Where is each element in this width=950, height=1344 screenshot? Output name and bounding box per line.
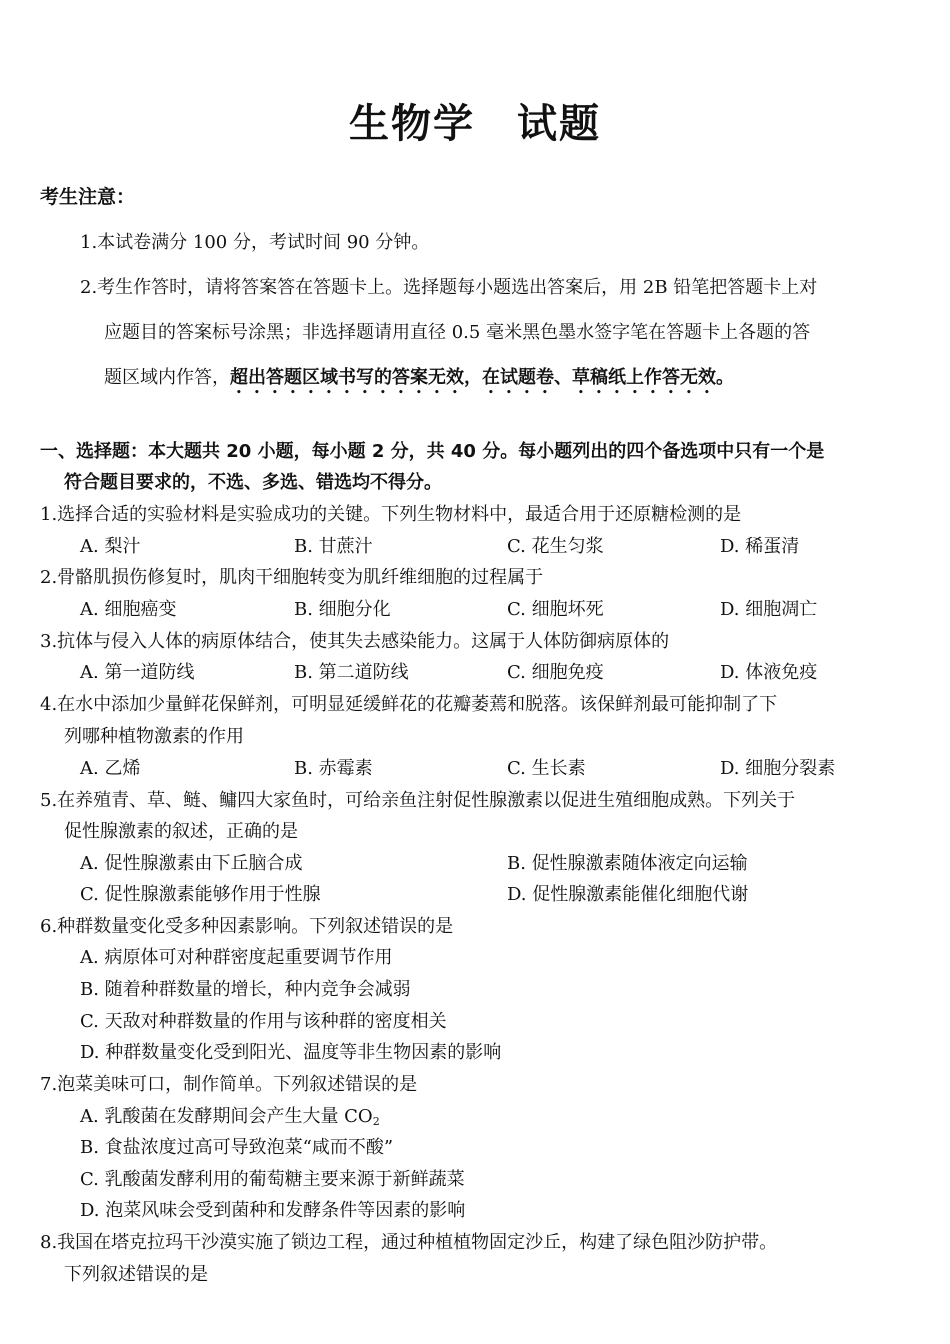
question-6-option-d: D. 种群数量变化受到阳光、温度等非生物因素的影响 [80,1042,502,1063]
question-3-option-c: C. 细胞免疫 [507,662,604,683]
question-1-option-d: D. 稀蛋清 [720,536,800,557]
question-7-option-a [80,1105,380,1134]
question-1-option-a: A. 梨汁 [80,536,141,557]
question-3-option-a: A. 第一道防线 [80,662,195,683]
question-1-option-b: B. 甘蔗汁 [294,536,373,557]
question-4-option-b: B. 赤霉素 [294,758,373,779]
question-2-option-d: D. 细胞凋亡 [720,599,818,620]
question-6-option-c: C. 天敌对种群数量的作用与该种群的密度相关 [80,1011,447,1032]
question-6-stem: 6.种群数量变化受多种因素影响。下列叙述错误的是 [40,916,454,937]
question-3-option-b: B. 第二道防线 [294,662,409,683]
question-6-option-b: B. 随着种群数量的增长，种内竞争会减弱 [80,979,411,1000]
question-4-stem-line-1: 4.在水中添加少量鲜花保鲜剂，可明显延缓鲜花的花瓣萎蔫和脱落。该保鲜剂最可能抑制了下 [40,694,778,715]
notice-item-2-line-3 [104,366,734,398]
notice-item-1: 1.本试卷满分 100 分，考试时间 90 分钟。 [80,232,430,253]
question-5-option-d: D. 促性腺激素能催化细胞代谢 [507,884,749,905]
notice-item-2-line-2: 应题目的答案标号涂黑；非选择题请用直径 0.5 毫米黑色墨水签字笔在答题卡上各题的答 [104,322,811,343]
question-2-option-b: B. 细胞分化 [294,599,391,620]
question-7-stem: 7.泡菜美味可口，制作简单。下列叙述错误的是 [40,1074,418,1095]
section-1-heading-line-1: 一、选择题：本大题共 20 小题，每小题 2 分，共 40 分。每小题列出的四个备选项中只有一个是 [40,441,825,462]
question-5-option-c: C. 促性腺激素能够作用于性腺 [80,884,321,905]
question-5-option-a: A. 促性腺激素由下丘脑合成 [80,853,303,874]
notice-item-2-line-3-plain: 题区域内作答， [104,367,230,388]
question-5-option-b: B. 促性腺激素随体液定向运输 [507,853,748,874]
notice-item-2-line-1: 2.考生作答时，请将答案答在答题卡上。选择题每小题选出答案后，用 2B 铅笔把答题卡上对 [80,277,818,298]
question-7-option-b: B. 食盐浓度过高可导致泡菜“咸而不酸” [80,1137,394,1158]
section-1-heading-line-2: 符合题目要求的，不选、多选、错选均不得分。 [64,472,442,493]
question-3-option-d: D. 体液免疫 [720,662,818,683]
question-1-option-c: C. 花生匀浆 [507,536,604,557]
question-2-option-c: C. 细胞坏死 [507,599,604,620]
question-4-option-c: C. 生长素 [507,758,586,779]
question-4-option-d: D. 细胞分裂素 [720,758,836,779]
question-8-stem-line-2: 下列叙述错误的是 [64,1264,208,1285]
question-1-stem: 1.选择合适的实验材料是实验成功的关键。下列生物材料中，最适合用于还原糖检测的是 [40,504,742,525]
page-title: 生物学 试题 [349,101,601,147]
notice-heading: 考生注意： [40,186,136,208]
question-7-option-d: D. 泡菜风味会受到菌种和发酵条件等因素的影响 [80,1200,466,1221]
question-5-stem-line-1: 5.在养殖青、草、鲢、鳙四大家鱼时，可给亲鱼注射促性腺激素以促进生殖细胞成熟。下列关于 [40,790,796,811]
notice-emphasis-warning: 超出答题区域书写的答案无效，在试题卷、草稿纸上作答无效。 [230,367,734,388]
question-4-stem-line-2: 列哪种植物激素的作用 [64,726,244,747]
question-7-option-a-text: A. 乳酸菌在发酵期间会产生大量 CO [80,1106,373,1127]
question-6-option-a: A. 病原体可对种群密度起重要调节作用 [80,947,393,968]
question-8-stem-line-1: 8.我国在塔克拉玛干沙漠实施了锁边工程，通过种植植物固定沙丘，构建了绿色阻沙防护带。 [40,1232,778,1253]
question-3-stem: 3.抗体与侵入人体的病原体结合，使其失去感染能力。这属于人体防御病原体的 [40,631,670,652]
question-2-stem: 2.骨骼肌损伤修复时，肌肉干细胞转变为肌纤维细胞的过程属于 [40,567,544,588]
question-2-option-a: A. 细胞癌变 [80,599,177,620]
question-7-option-c: C. 乳酸菌发酵利用的葡萄糖主要来源于新鲜蔬菜 [80,1169,465,1190]
question-5-stem-line-2: 促性腺激素的叙述，正确的是 [64,821,298,842]
co2-subscript: 2 [372,1115,380,1128]
question-4-option-a: A. 乙烯 [80,758,141,779]
